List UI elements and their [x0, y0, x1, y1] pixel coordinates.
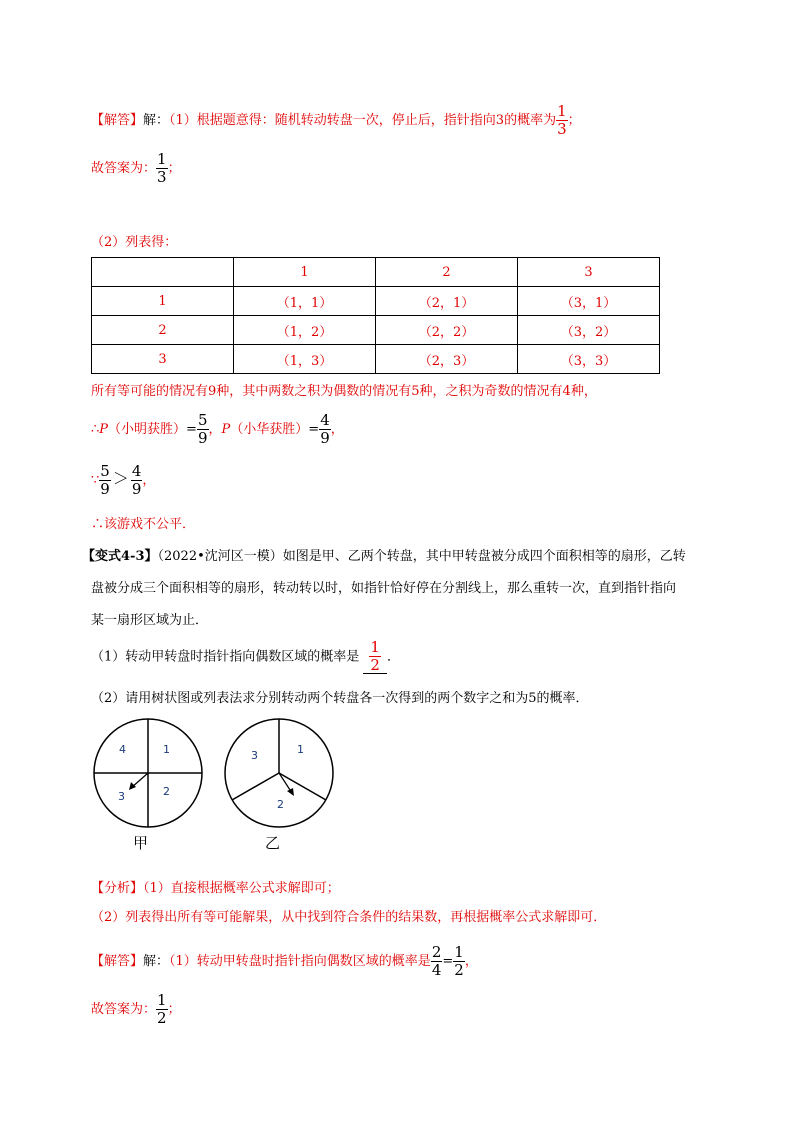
table-cell: 2	[376, 258, 518, 287]
table-cell: （2，1）	[376, 287, 518, 316]
table-cell: 1	[92, 287, 234, 316]
fraction: $\frac{5}{9}$	[197, 411, 208, 447]
punctuation: ，	[142, 473, 156, 488]
prob-symbol: P	[99, 422, 109, 437]
sector-label: 4	[119, 743, 126, 756]
spinners-figure	[85, 715, 355, 855]
table-cell: （3，3）	[518, 345, 660, 374]
prob-symbol: P	[221, 422, 231, 437]
punctuation: ；	[167, 1002, 181, 1017]
table-cell: （3，2）	[518, 316, 660, 345]
variant-line3: 某一扇形区域为止．	[91, 613, 209, 628]
punctuation: ．	[386, 649, 400, 665]
sector-label: 1	[163, 743, 170, 756]
table-cell: 1	[234, 258, 376, 287]
unfair-conclusion: ∴该游戏不公平．	[91, 517, 196, 532]
conclusion-line: 所有等可能的情况有9种，其中两数之积为偶数的情况有5种，之积为奇数的情况有4种，	[91, 384, 597, 399]
table-cell: （1，1）	[234, 287, 376, 316]
question2: （2）请用树状图或列表法求分别转动两个转盘各一次得到的两个数字之和为5的概率．	[91, 691, 589, 706]
sector-label: 1	[297, 743, 304, 756]
punctuation: ，	[208, 422, 222, 437]
answer2-line	[91, 945, 478, 978]
probability-line	[91, 413, 344, 446]
equals: =	[186, 422, 197, 437]
table-cell: 3	[518, 258, 660, 287]
caption-yi: 乙	[265, 834, 281, 852]
part2-intro: （2）列表得：	[91, 235, 178, 250]
answer-text: （1）转动甲转盘时指针指向偶数区域的概率是	[169, 954, 431, 969]
analysis-line2: （2）列表得出所有等可能解果，从中找到符合条件的结果数，再根据概率公式求解即可．	[91, 910, 607, 925]
greater-than: ＞	[112, 469, 129, 488]
equals: =	[308, 422, 320, 437]
table-row	[92, 345, 660, 374]
variant-tag: 【变式4-3】	[82, 549, 158, 564]
answer1-line	[91, 104, 581, 137]
final-label: 故答案为：	[91, 161, 157, 176]
prob-label: （小明获胜）	[108, 422, 187, 437]
table-cell: （1，2）	[234, 316, 376, 345]
answer1-final	[91, 152, 181, 185]
analysis-tag: 【分析】	[91, 881, 144, 896]
table-cell: 3	[92, 345, 234, 374]
table-header-row	[92, 258, 660, 287]
punctuation: ；	[567, 113, 581, 128]
answer-prefix: 解：	[143, 113, 170, 128]
table-row	[92, 287, 660, 316]
question1	[91, 640, 400, 674]
punctuation: ，	[464, 954, 478, 969]
table-row	[92, 316, 660, 345]
punctuation: ，	[330, 422, 344, 437]
question-text: （1）转动甲转盘时指针指向偶数区域的概率是	[91, 649, 360, 665]
sector-label: 3	[118, 790, 125, 803]
variant-line2: 盘被分成三个面积相等的扇形，转动转以时，如指针恰好停在分割线上，那么重转一次，直到指针指向	[91, 581, 677, 596]
therefore-symbol: ∴	[91, 422, 100, 437]
outcome-table	[91, 257, 660, 374]
sector-label: 3	[251, 749, 258, 762]
caption-jia: 甲	[133, 834, 149, 852]
answer2-final	[91, 993, 181, 1026]
fraction: $\frac{1}{3}$	[157, 150, 167, 186]
fraction: $\frac{1}{3}$	[557, 102, 567, 138]
fraction: $\frac{5}{9}$	[100, 462, 110, 498]
table-cell: （1，3）	[234, 345, 376, 374]
table-cell: （3，1）	[518, 287, 660, 316]
answer-tag: 【解答】	[91, 954, 144, 969]
sector-label: 2	[277, 798, 284, 811]
fraction: $\frac{1}{2}$	[454, 943, 464, 979]
spinner-yi	[225, 719, 333, 827]
answer-tag: 【解答】	[91, 113, 144, 128]
table-cell: 2	[92, 316, 234, 345]
variant-line1	[82, 545, 686, 564]
analysis-text: （1）直接根据概率公式求解即可；	[143, 881, 340, 896]
table-cell	[92, 258, 234, 287]
analysis-line1	[91, 877, 340, 896]
answer-prefix: 解：	[143, 954, 170, 969]
punctuation: ；	[167, 161, 181, 176]
fraction: $\frac{4}{9}$	[131, 462, 142, 498]
arrow-icon	[129, 782, 136, 790]
variant-text: （2022•沈河区一模）如图是甲、乙两个转盘，其中甲转盘被分成四个面积相等的扇形，乙转	[157, 549, 686, 564]
fraction: $\frac{4}{9}$	[320, 411, 330, 447]
because-symbol: ∵	[91, 473, 100, 488]
fraction: $\frac{2}{4}$	[431, 943, 442, 979]
sector-label: 2	[163, 785, 170, 798]
equals: =	[442, 954, 454, 969]
answer-fraction: $\frac{1}{2}$	[363, 640, 387, 674]
arrow-icon	[287, 788, 294, 796]
final-label: 故答案为：	[91, 1002, 157, 1017]
spinner-jia	[94, 719, 202, 827]
fraction: $\frac{1}{2}$	[157, 991, 167, 1027]
answer-text: （1）根据题意得：随机转动转盘一次，停止后，指针指向3的概率为	[169, 113, 557, 128]
table-cell: （2，3）	[376, 345, 518, 374]
table-cell: （2，2）	[376, 316, 518, 345]
prob-label: （小华获胜）	[230, 422, 309, 437]
compare-line	[91, 464, 155, 497]
